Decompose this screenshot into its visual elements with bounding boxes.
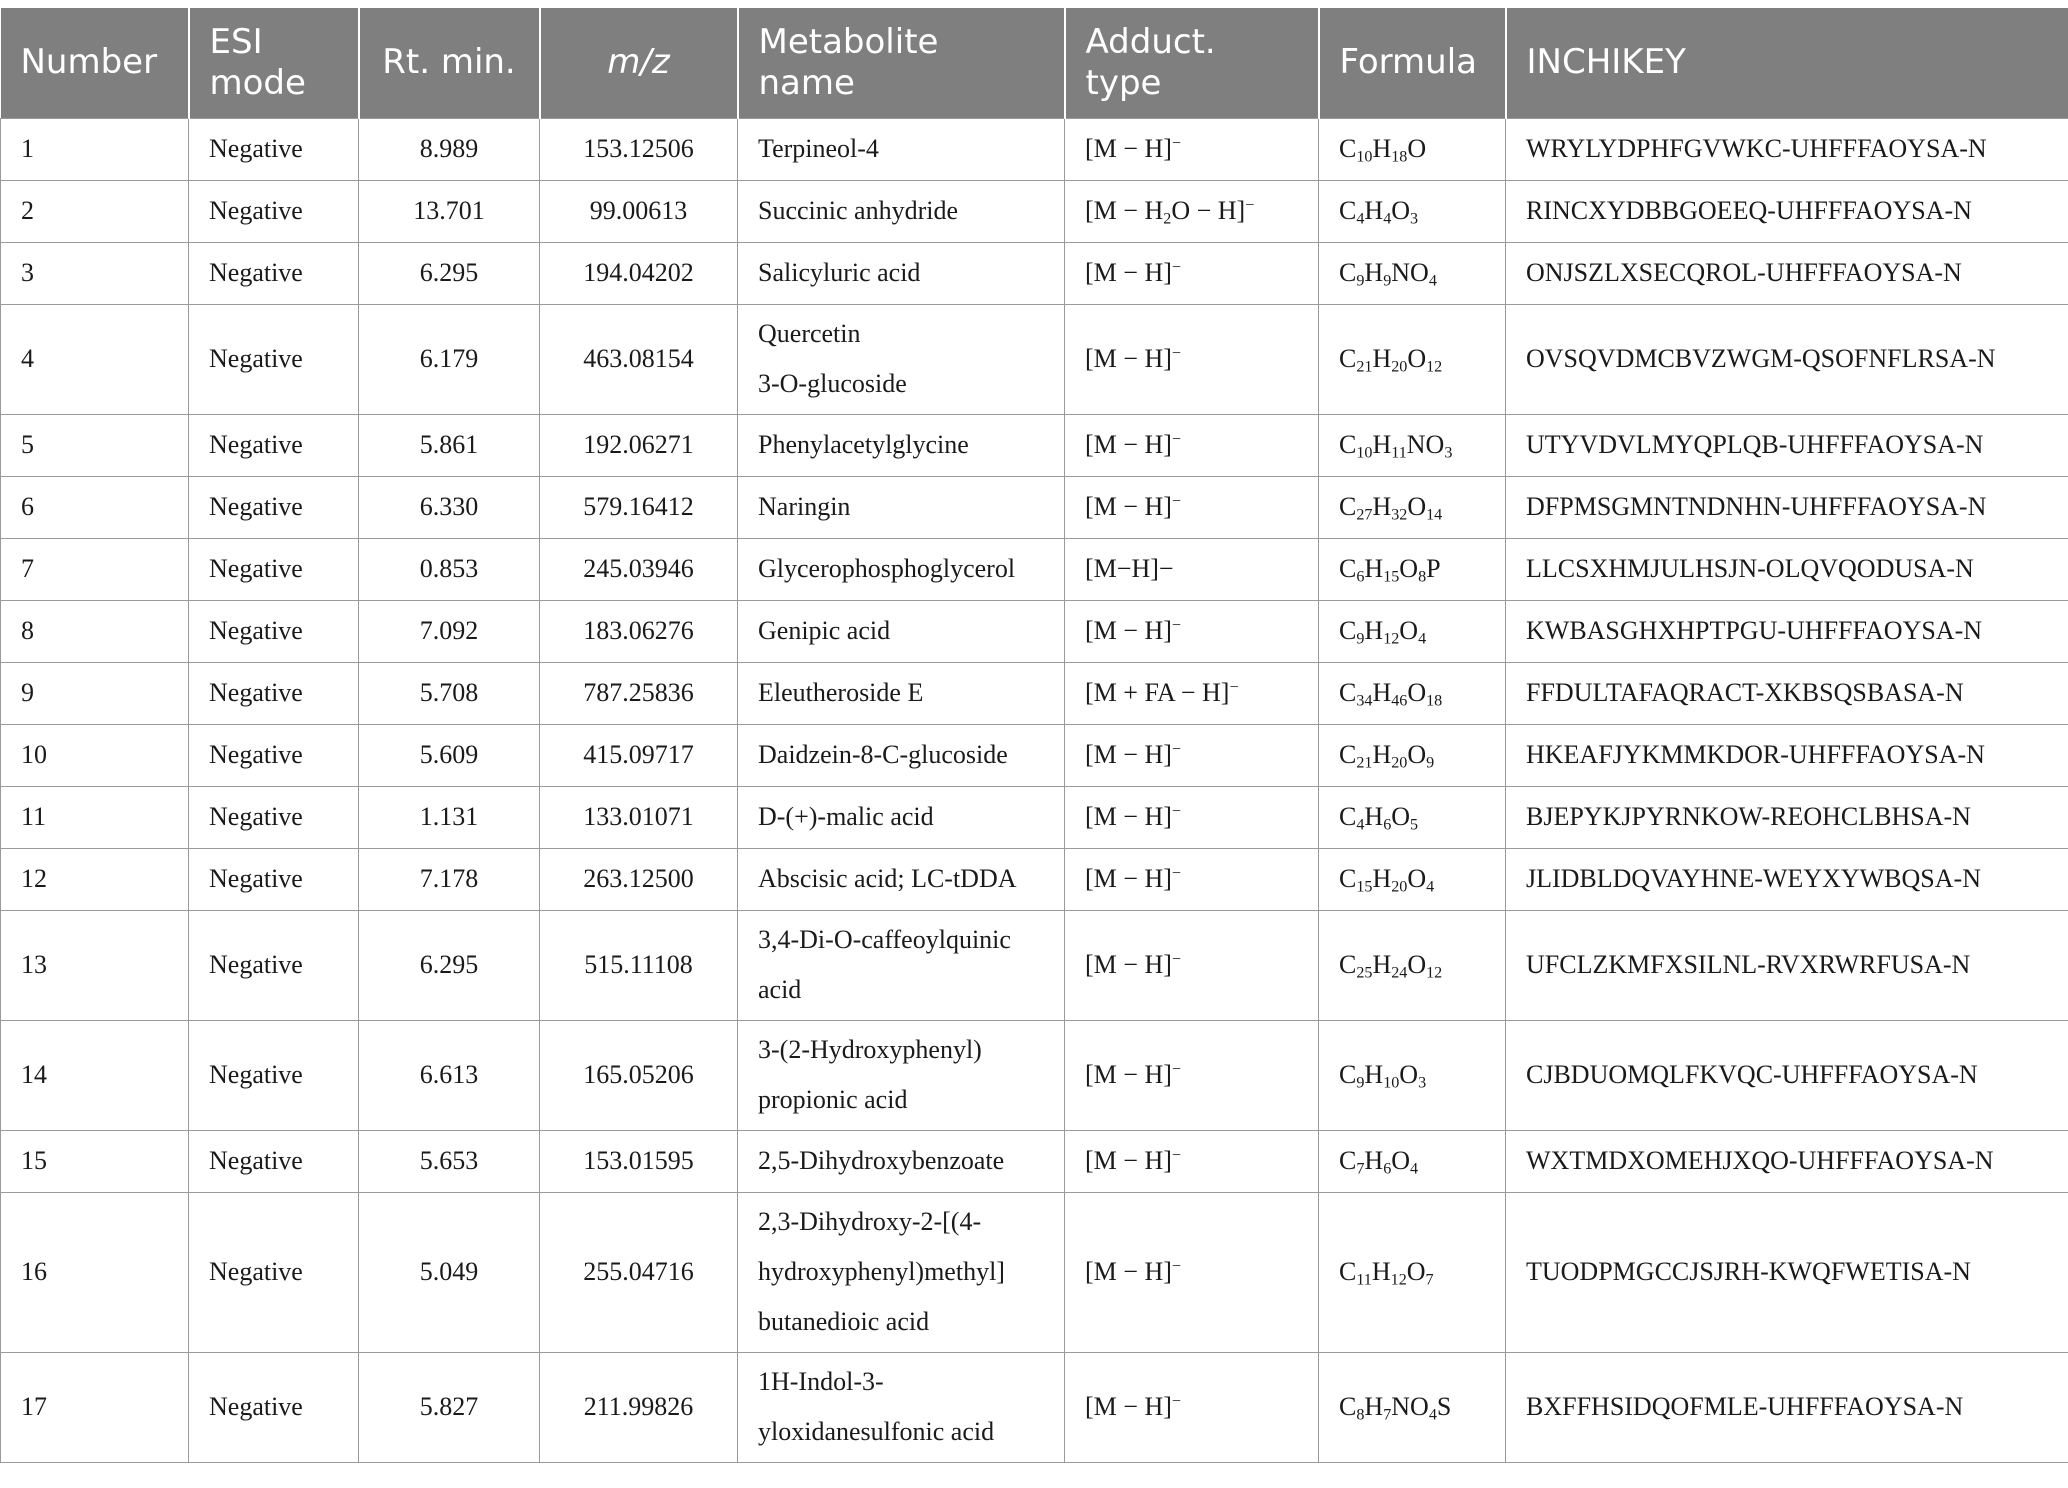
cell-inchikey: WRYLYDPHFGVWKC-UHFFFAOYSA-N	[1506, 118, 2068, 180]
cell-metabolite-name: Quercetin 3-O-glucoside	[738, 304, 1065, 414]
cell-metabolite-name: Salicyluric acid	[738, 242, 1065, 304]
cell-formula: $C_4H_6O_5$	[1319, 786, 1506, 848]
cell-adduct-type: [M − H]−	[1065, 910, 1319, 1020]
cell-esi-mode: Negative	[189, 180, 359, 242]
cell-inchikey: RINCXYDBBGOEEQ-UHFFFAOYSA-N	[1506, 180, 2068, 242]
cell-formula: $C_{34}H_{46}O_{18}$	[1319, 662, 1506, 724]
cell-number: 16	[1, 1192, 189, 1352]
cell-formula: $C_{10}H_{18}O$	[1319, 118, 1506, 180]
cell-mz: 192.06271	[540, 414, 738, 476]
table-row	[1, 662, 2068, 724]
cell-inchikey: CJBDUOMQLFKVQC-UHFFFAOYSA-N	[1506, 1020, 2068, 1130]
cell-number: 13	[1, 910, 189, 1020]
cell-esi-mode: Negative	[189, 1192, 359, 1352]
header-esi-mode-text: ESI mode	[209, 21, 306, 103]
cell-rt: 1.131	[359, 786, 540, 848]
table-row	[1, 118, 2068, 180]
cell-metabolite-name: 2,5-Dihydroxybenzoate	[738, 1130, 1065, 1192]
cell-inchikey: UFCLZKMFXSILNL-RVXRWRFUSA-N	[1506, 910, 2068, 1020]
table-header	[1, 8, 2068, 118]
table-body	[1, 118, 2068, 1462]
cell-adduct-type: [M − H]−	[1065, 600, 1319, 662]
header-metabolite-name-text: Metabolite name	[758, 21, 939, 103]
cell-adduct-type: [M + FA − H]−	[1065, 662, 1319, 724]
cell-number: 14	[1, 1020, 189, 1130]
cell-formula: $C_9H_9NO_4$	[1319, 242, 1506, 304]
cell-esi-mode: Negative	[189, 414, 359, 476]
header-adduct-type-text: Adduct. type	[1085, 21, 1216, 103]
cell-adduct-type: [M − H]−	[1065, 848, 1319, 910]
cell-formula: $C_9H_{10}O_3$	[1319, 1020, 1506, 1130]
cell-inchikey: BJEPYKJPYRNKOW-REOHCLBHSA-N	[1506, 786, 2068, 848]
cell-number: 12	[1, 848, 189, 910]
header-formula: Formula	[1319, 8, 1506, 118]
cell-metabolite-name: 3-(2-Hydroxyphenyl) propionic acid	[738, 1020, 1065, 1130]
cell-number: 10	[1, 724, 189, 786]
cell-formula: $C_{21}H_{20}O_{12}$	[1319, 304, 1506, 414]
cell-mz: 133.01071	[540, 786, 738, 848]
cell-adduct-type: [M−H]−	[1065, 538, 1319, 600]
cell-inchikey: TUODPMGCCJSJRH-KWQFWETISA-N	[1506, 1192, 2068, 1352]
cell-esi-mode: Negative	[189, 786, 359, 848]
cell-adduct-type: [M − H]−	[1065, 304, 1319, 414]
cell-rt: 13.701	[359, 180, 540, 242]
cell-esi-mode: Negative	[189, 1130, 359, 1192]
cell-metabolite-name: 1H-Indol-3- yloxidanesulfonic acid	[738, 1352, 1065, 1462]
cell-inchikey: LLCSXHMJULHSJN-OLQVQODUSA-N	[1506, 538, 2068, 600]
cell-esi-mode: Negative	[189, 600, 359, 662]
table-row	[1, 242, 2068, 304]
cell-adduct-type: [M − H]−	[1065, 476, 1319, 538]
cell-rt: 6.613	[359, 1020, 540, 1130]
header-esi-mode	[189, 8, 359, 118]
cell-mz: 245.03946	[540, 538, 738, 600]
cell-number: 2	[1, 180, 189, 242]
table-row	[1, 538, 2068, 600]
cell-adduct-type: [M − H]−	[1065, 786, 1319, 848]
cell-metabolite-name: Abscisic acid; LC-tDDA	[738, 848, 1065, 910]
cell-rt: 6.179	[359, 304, 540, 414]
cell-mz: 415.09717	[540, 724, 738, 786]
cell-rt: 5.827	[359, 1352, 540, 1462]
cell-metabolite-name: Naringin	[738, 476, 1065, 538]
cell-adduct-type: [M − H]−	[1065, 118, 1319, 180]
table-row	[1, 848, 2068, 910]
cell-formula: $C_{27}H_{32}O_{14}$	[1319, 476, 1506, 538]
cell-rt: 5.609	[359, 724, 540, 786]
cell-adduct-type: [M − H]−	[1065, 724, 1319, 786]
cell-mz: 99.00613	[540, 180, 738, 242]
cell-rt: 6.295	[359, 910, 540, 1020]
cell-esi-mode: Negative	[189, 476, 359, 538]
cell-formula: $C_8H_7NO_4S$	[1319, 1352, 1506, 1462]
cell-adduct-type: [M − H]−	[1065, 414, 1319, 476]
cell-mz: 579.16412	[540, 476, 738, 538]
header-rt: Rt. min.	[359, 8, 540, 118]
cell-inchikey: ONJSZLXSECQROL-UHFFFAOYSA-N	[1506, 242, 2068, 304]
cell-adduct-type: [M − H]−	[1065, 1352, 1319, 1462]
cell-adduct-type: [M − H]−	[1065, 1192, 1319, 1352]
cell-number: 15	[1, 1130, 189, 1192]
cell-mz: 463.08154	[540, 304, 738, 414]
cell-esi-mode: Negative	[189, 910, 359, 1020]
cell-adduct-type: [M − H]−	[1065, 242, 1319, 304]
cell-metabolite-name: Daidzein-8-C-glucoside	[738, 724, 1065, 786]
cell-rt: 7.092	[359, 600, 540, 662]
cell-esi-mode: Negative	[189, 538, 359, 600]
header-mz	[540, 8, 738, 118]
cell-number: 6	[1, 476, 189, 538]
cell-metabolite-name: Glycerophosphoglycerol	[738, 538, 1065, 600]
cell-adduct-type: [M − H]−	[1065, 1130, 1319, 1192]
cell-rt: 5.049	[359, 1192, 540, 1352]
cell-mz: 255.04716	[540, 1192, 738, 1352]
cell-formula: $C_{21}H_{20}O_9$	[1319, 724, 1506, 786]
cell-esi-mode: Negative	[189, 1020, 359, 1130]
cell-number: 5	[1, 414, 189, 476]
cell-mz: 263.12500	[540, 848, 738, 910]
cell-metabolite-name: 3,4-Di-O-caffeoylquinic acid	[738, 910, 1065, 1020]
cell-number: 17	[1, 1352, 189, 1462]
table-row	[1, 786, 2068, 848]
cell-inchikey: HKEAFJYKMMKDOR-UHFFFAOYSA-N	[1506, 724, 2068, 786]
cell-number: 4	[1, 304, 189, 414]
header-number: Number	[1, 8, 189, 118]
cell-inchikey: KWBASGHXHPTPGU-UHFFFAOYSA-N	[1506, 600, 2068, 662]
metabolite-table	[0, 8, 2068, 1463]
cell-mz: 787.25836	[540, 662, 738, 724]
cell-number: 1	[1, 118, 189, 180]
cell-formula: $C_{25}H_{24}O_{12}$	[1319, 910, 1506, 1020]
cell-formula: $C_{10}H_{11}NO_3$	[1319, 414, 1506, 476]
cell-rt: 5.653	[359, 1130, 540, 1192]
header-adduct-type	[1065, 8, 1319, 118]
cell-metabolite-name: Terpineol-4	[738, 118, 1065, 180]
cell-rt: 6.330	[359, 476, 540, 538]
cell-metabolite-name: Phenylacetylglycine	[738, 414, 1065, 476]
header-inchikey: INCHIKEY	[1506, 8, 2068, 118]
table-row	[1, 1352, 2068, 1462]
table-row	[1, 414, 2068, 476]
cell-adduct-type: $[M - H_2O - H]^-$	[1065, 180, 1319, 242]
table-row	[1, 476, 2068, 538]
cell-esi-mode: Negative	[189, 304, 359, 414]
cell-rt: 0.853	[359, 538, 540, 600]
table-row	[1, 600, 2068, 662]
table-row	[1, 304, 2068, 414]
cell-esi-mode: Negative	[189, 242, 359, 304]
cell-metabolite-name: Succinic anhydride	[738, 180, 1065, 242]
cell-esi-mode: Negative	[189, 662, 359, 724]
cell-mz: 183.06276	[540, 600, 738, 662]
cell-inchikey: OVSQVDMCBVZWGM-QSOFNFLRSA-N	[1506, 304, 2068, 414]
cell-metabolite-name: D-(+)-malic acid	[738, 786, 1065, 848]
cell-mz: 153.12506	[540, 118, 738, 180]
cell-formula: $C_9H_{12}O_4$	[1319, 600, 1506, 662]
cell-mz: 153.01595	[540, 1130, 738, 1192]
cell-rt: 5.861	[359, 414, 540, 476]
cell-number: 11	[1, 786, 189, 848]
cell-inchikey: DFPMSGMNTNDNHN-UHFFFAOYSA-N	[1506, 476, 2068, 538]
cell-formula: $C_7H_6O_4$	[1319, 1130, 1506, 1192]
cell-rt: 6.295	[359, 242, 540, 304]
cell-inchikey: FFDULTAFAQRACT-XKBSQSBASA-N	[1506, 662, 2068, 724]
cell-number: 8	[1, 600, 189, 662]
table-row	[1, 910, 2068, 1020]
table-row	[1, 1020, 2068, 1130]
cell-inchikey: UTYVDVLMYQPLQB-UHFFFAOYSA-N	[1506, 414, 2068, 476]
cell-rt: 7.178	[359, 848, 540, 910]
cell-mz: 194.04202	[540, 242, 738, 304]
cell-formula: $C_{15}H_{20}O_4$	[1319, 848, 1506, 910]
cell-rt: 5.708	[359, 662, 540, 724]
table-row	[1, 1192, 2068, 1352]
table-row	[1, 724, 2068, 786]
cell-esi-mode: Negative	[189, 1352, 359, 1462]
cell-metabolite-name: Eleutheroside E	[738, 662, 1065, 724]
cell-number: 3	[1, 242, 189, 304]
cell-formula: $C_4H_4O_3$	[1319, 180, 1506, 242]
cell-inchikey: WXTMDXOMEHJXQO-UHFFFAOYSA-N	[1506, 1130, 2068, 1192]
table-row	[1, 1130, 2068, 1192]
cell-adduct-type: [M − H]−	[1065, 1020, 1319, 1130]
cell-mz: 211.99826	[540, 1352, 738, 1462]
cell-inchikey: JLIDBLDQVAYHNE-WEYXYWBQSA-N	[1506, 848, 2068, 910]
cell-esi-mode: Negative	[189, 118, 359, 180]
table-row	[1, 180, 2068, 242]
cell-esi-mode: Negative	[189, 724, 359, 786]
cell-mz: 515.11108	[540, 910, 738, 1020]
cell-inchikey: BXFFHSIDQOFMLE-UHFFFAOYSA-N	[1506, 1352, 2068, 1462]
header-row	[1, 8, 2068, 118]
header-metabolite-name	[738, 8, 1065, 118]
cell-esi-mode: Negative	[189, 848, 359, 910]
cell-metabolite-name: 2,3-Dihydroxy-2-[(4- hydroxyphenyl)methyl] butanedioic acid	[738, 1192, 1065, 1352]
cell-mz: 165.05206	[540, 1020, 738, 1130]
cell-number: 7	[1, 538, 189, 600]
cell-formula: $C_6H_{15}O_8P$	[1319, 538, 1506, 600]
header-mz-text: m/z	[607, 42, 670, 83]
cell-number: 9	[1, 662, 189, 724]
cell-metabolite-name: Genipic acid	[738, 600, 1065, 662]
cell-formula: $C_{11}H_{12}O_7$	[1319, 1192, 1506, 1352]
cell-rt: 8.989	[359, 118, 540, 180]
